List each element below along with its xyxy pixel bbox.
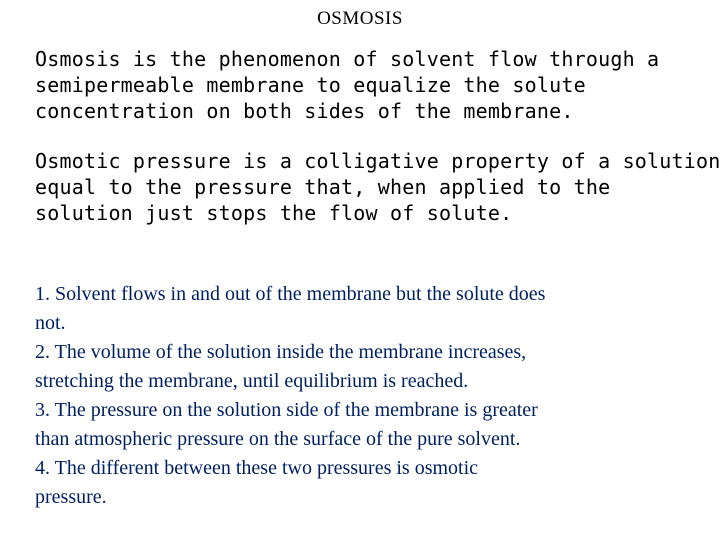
list-item-line: 4. The different between these two pressures is osmotic [35,457,479,479]
list-item-line: than atmospheric pressure on the surface of the pure solvent. [35,428,521,450]
osmotic-pressure-definition-line: Osmotic pressure is a colligative property of a solution [35,149,720,173]
osmotic-pressure-definition [35,148,720,226]
osmotic-pressure-definition-line: equal to the pressure that, when applied to the [35,175,611,199]
osmosis-definition [35,46,715,124]
list-item-line: 2. The volume of the solution inside the membrane increases, [35,341,527,363]
list-item [35,454,715,512]
list-item-line: 1. Solvent flows in and out of the membrane but the solute does [35,283,546,305]
list-item-line: pressure. [35,486,107,508]
list-item [35,338,715,396]
list-item-line: 3. The pressure on the solution side of the membrane is greater [35,399,538,421]
osmosis-definition-line: Osmosis is the phenomenon of solvent flow through a [35,47,660,71]
osmotic-pressure-definition-line: solution just stops the flow of solute. [35,201,513,225]
list-item [35,280,715,338]
slide-title: OSMOSIS [317,8,403,29]
numbered-points [35,280,715,512]
list-item-line: not. [35,312,66,334]
list-item-line: stretching the membrane, until equilibrium is reached. [35,370,469,392]
list-item [35,396,715,454]
osmosis-definition-line: semipermeable membrane to equalize the solute [35,73,586,97]
osmosis-definition-line: concentration on both sides of the membrane. [35,99,574,123]
